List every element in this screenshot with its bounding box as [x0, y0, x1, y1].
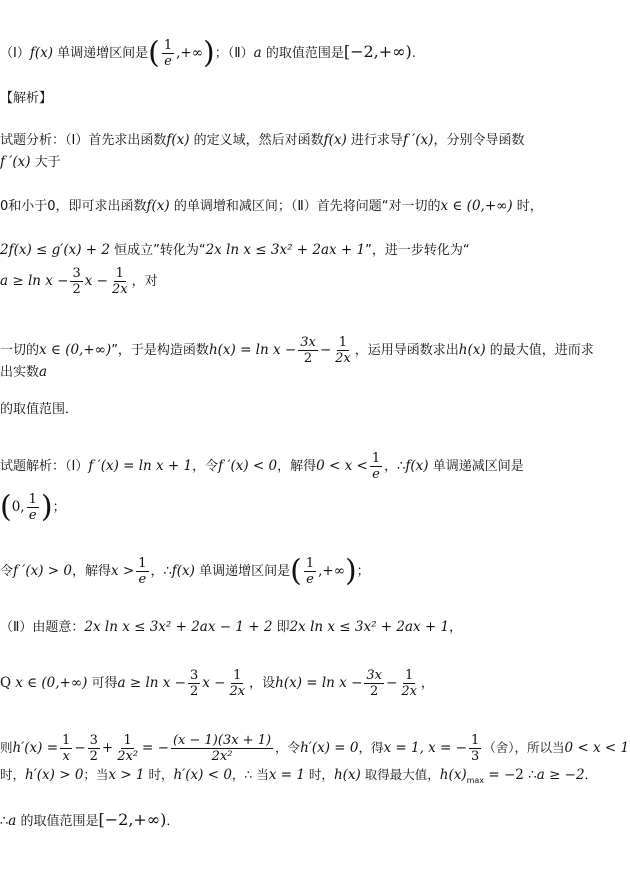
text-segment: ． [584, 767, 598, 782]
numerator: 1 [123, 733, 132, 748]
text-segment: ，运用导函数求出 [354, 343, 459, 358]
text-segment: ，设 [249, 676, 276, 691]
fraction [370, 451, 382, 482]
variable-a: a [8, 813, 17, 829]
subscript-max: max [466, 776, 485, 785]
fraction [70, 266, 82, 297]
math-text: = − [142, 740, 169, 756]
text-segment: ；当 [83, 767, 109, 782]
inequality: x > [111, 563, 135, 579]
function-fx: f(x) [29, 45, 53, 61]
text-segment: ，解得 [277, 459, 317, 474]
text-segment: 出实数 [0, 365, 40, 380]
function-fx: f(x) [323, 132, 347, 148]
condition: x ∈ (0,+∞) [15, 675, 88, 691]
denominator: 2 [72, 282, 81, 297]
paren-right: ) [40, 489, 53, 525]
text-segment: 时， [304, 767, 334, 782]
inequality: 2x ln x ≤ 3x² + 2ax − 1 + 2 [84, 619, 273, 635]
derivative-fx: f ′(x) [402, 132, 434, 148]
denominator: e [138, 572, 147, 587]
numerator: 3x [300, 335, 316, 350]
text-segment: 恒成立”转化为“ [109, 243, 206, 258]
numerator: 1 [404, 668, 414, 683]
fraction [333, 335, 353, 366]
function-definition: h(x) = ln x − [208, 342, 297, 358]
fraction [136, 556, 148, 587]
text-segment: 的取值范围是 [261, 46, 344, 61]
function-hx: h(x) [439, 767, 467, 783]
inequality: 2x ln x ≤ 3x² + 2ax + 1 [205, 242, 366, 258]
text-segment: ； [52, 500, 66, 515]
numerator: 1 [62, 733, 71, 748]
fraction [88, 733, 100, 764]
text-segment: 单调递增区间是 [53, 46, 149, 61]
fraction [60, 733, 72, 764]
text-segment: ， [420, 676, 434, 691]
solution-line-1 [0, 451, 524, 482]
text-segment: 试题分析：（Ⅰ）首先求出函数 [0, 133, 167, 148]
inequality: a ≥ −2 [536, 767, 585, 783]
answer-line [0, 35, 416, 71]
numerator: 1 [138, 556, 147, 571]
function-hx: h(x) [333, 767, 361, 783]
paren-left: ( [0, 489, 12, 525]
fraction [298, 335, 318, 366]
text-segment: 即 [272, 620, 290, 635]
text-segment: ，对 [131, 274, 158, 289]
denominator: 2x [401, 684, 417, 699]
derivative-fx: f ′(x) [0, 154, 31, 170]
text-segment: 的最大值，进而求 [485, 343, 594, 358]
equation: x = 1 [268, 767, 305, 783]
equation: f ′(x) = ln x + 1 [88, 458, 193, 474]
numerator: 1 [338, 335, 348, 350]
analysis-line-4 [0, 266, 158, 297]
denominator: 3 [470, 749, 480, 764]
solution-line-5 [0, 668, 434, 699]
numerator: 1 [163, 38, 173, 53]
denominator: 2 [190, 684, 199, 699]
fraction [162, 38, 174, 69]
inequality: 0 < x < 1 [564, 740, 630, 756]
inequality: 2f(x) ≤ g′(x) + 2 [0, 242, 110, 258]
math-text: − [386, 675, 398, 691]
paren-left: ( [148, 35, 160, 71]
text-segment: 一切的 [0, 343, 40, 358]
inequality: h′(x) < 0 [173, 767, 232, 783]
math-text: ,+∞ [176, 45, 203, 61]
denominator: e [372, 467, 380, 482]
text-segment: ，令 [192, 459, 219, 474]
numerator: 3 [72, 266, 81, 281]
function-hx: h(x) [458, 342, 486, 358]
denominator: e [164, 54, 172, 69]
text-segment: 试题解析：（Ⅰ） [0, 459, 89, 474]
text-segment: （Ⅱ）由题意： [0, 620, 85, 635]
inequality: 2x ln x ≤ 3x² + 2ax + 1 [289, 619, 450, 635]
inequality: x > 1 [108, 767, 145, 783]
text-segment: 令 [0, 564, 14, 579]
math-text: + [101, 740, 114, 756]
numerator: 3 [89, 733, 98, 748]
math-text: ,+∞ [318, 563, 345, 579]
denominator: x [62, 749, 70, 764]
text-segment: ． [166, 814, 180, 829]
text-segment: 大于 [30, 155, 61, 170]
derivative-hx: h′(x) = [12, 740, 59, 756]
inequality: f ′(x) > 0 [13, 563, 72, 579]
solution-line-2 [0, 489, 66, 525]
text-segment: 的单调增和减区间；（Ⅱ）首先将问题“对一切的 [169, 199, 441, 214]
denominator: e [28, 508, 37, 523]
math-text: x − [202, 675, 226, 691]
numerator: 1 [233, 668, 242, 683]
inequality: h′(x) > 0 [25, 767, 84, 783]
denominator: 2x [229, 684, 246, 699]
numerator: 1 [28, 492, 37, 507]
symbol-q: Q [0, 675, 12, 691]
analysis-line-5b [0, 363, 47, 382]
part-one-label: （Ⅰ） [0, 46, 30, 61]
fraction [188, 668, 200, 699]
analysis-heading: 【解析】 [0, 91, 53, 106]
inequality: 0 < x < [316, 458, 368, 474]
numerator: 3 [190, 668, 199, 683]
numerator: (x − 1)(3x + 1) [172, 733, 272, 748]
function-definition: h(x) = ln x − [275, 675, 363, 691]
denominator: 2x [111, 282, 128, 297]
text-segment: 取得最大值， [360, 767, 440, 782]
analysis-line-3 [0, 241, 470, 260]
text-segment: 单调递减区间是 [428, 459, 524, 474]
paren-right: ) [203, 35, 215, 71]
denominator: 2 [303, 351, 313, 366]
text-segment: ，令 [275, 740, 301, 755]
denominator: 2 [370, 684, 379, 699]
text-segment: ，得 [358, 740, 384, 755]
math-text: = −2 ∴ [484, 767, 537, 783]
solution-line-6 [0, 733, 629, 764]
fraction [399, 668, 419, 699]
solution-line-7 [0, 766, 597, 790]
paren-left: ( [290, 553, 302, 589]
numerator: 3x [366, 668, 382, 683]
denominator: 2x [335, 351, 351, 366]
paren-right: ) [344, 553, 357, 589]
numerator: 1 [115, 266, 124, 281]
text-segment: 单调递增区间是 [194, 564, 291, 579]
function-fx: f(x) [405, 458, 429, 474]
text-segment: ”，进一步转化为“ [365, 243, 470, 258]
text-segment: 时， [512, 199, 543, 214]
text-segment: 的定义域，然后对函数 [189, 133, 324, 148]
therefore-symbol: ∴ [0, 814, 9, 829]
text-segment: 时， [0, 767, 26, 782]
fraction [304, 556, 316, 587]
math-text: − [319, 342, 332, 358]
denominator: 2x² [211, 749, 233, 764]
solution-line-4 [0, 618, 462, 637]
text-segment: 的取值范围是 [16, 814, 99, 829]
text-segment: （舍），所以当 [483, 740, 565, 755]
math-text: 0, [11, 499, 25, 515]
function-fx: f(x) [166, 132, 190, 148]
punct: . [411, 46, 416, 61]
denominator: 2x² [117, 749, 139, 764]
inequality: a ≥ ln x − [0, 273, 69, 289]
solution-line-3 [0, 553, 370, 589]
text-segment: ，∴ [384, 459, 406, 474]
text-segment: ，解得 [72, 564, 112, 579]
analysis-line-1 [0, 131, 524, 150]
math-text: x − [84, 273, 108, 289]
text-segment: ，分别令导函数 [433, 133, 525, 148]
function-fx: f(x) [146, 198, 170, 214]
range: [−2,+∞) [98, 810, 167, 829]
solution-line-8 [0, 811, 179, 831]
fraction [27, 492, 39, 523]
equation: h′(x) = 0 [300, 740, 359, 756]
analysis-line-6: 的取值范围． [0, 402, 79, 417]
fraction [171, 733, 273, 764]
text-segment: 则 [0, 740, 13, 755]
numerator: 1 [305, 556, 315, 571]
variable-a: a [39, 364, 48, 380]
fraction [115, 733, 140, 764]
text-segment: ，∴ [150, 564, 172, 579]
analysis-line-5 [0, 335, 594, 366]
analysis-line-1b [0, 153, 61, 172]
fraction [110, 266, 130, 297]
denominator: e [306, 572, 314, 587]
analysis-line-2 [0, 197, 543, 216]
text-segment: 0和小于0，即可求出函数 [0, 199, 147, 214]
range: [−2,+∞) [343, 42, 412, 61]
variable-a: a [253, 45, 262, 61]
condition: x ∈ (0,+∞) [39, 342, 112, 358]
fraction [228, 668, 248, 699]
part-two-label: ；（Ⅱ） [214, 46, 254, 61]
function-fx: f(x) [171, 563, 195, 579]
numerator: 1 [371, 451, 381, 466]
inequality: a ≥ ln x − [117, 675, 186, 691]
text-segment: 可得 [87, 676, 118, 691]
fraction [469, 733, 481, 764]
text-segment: ， [449, 620, 463, 635]
condition: x ∈ (0,+∞) [440, 198, 513, 214]
text-segment: ”，于是构造函数 [111, 343, 209, 358]
fraction [364, 668, 384, 699]
text-segment: ； [356, 564, 370, 579]
inequality: f ′(x) < 0 [218, 458, 278, 474]
denominator: 2 [89, 749, 98, 764]
numerator: 1 [470, 733, 480, 748]
text-segment: 时， [144, 767, 174, 782]
solution: x = 1, x = − [383, 740, 467, 756]
math-text: − [74, 740, 86, 756]
text-segment: 进行求导 [346, 133, 403, 148]
text-segment: ，∴ 当 [231, 767, 269, 782]
